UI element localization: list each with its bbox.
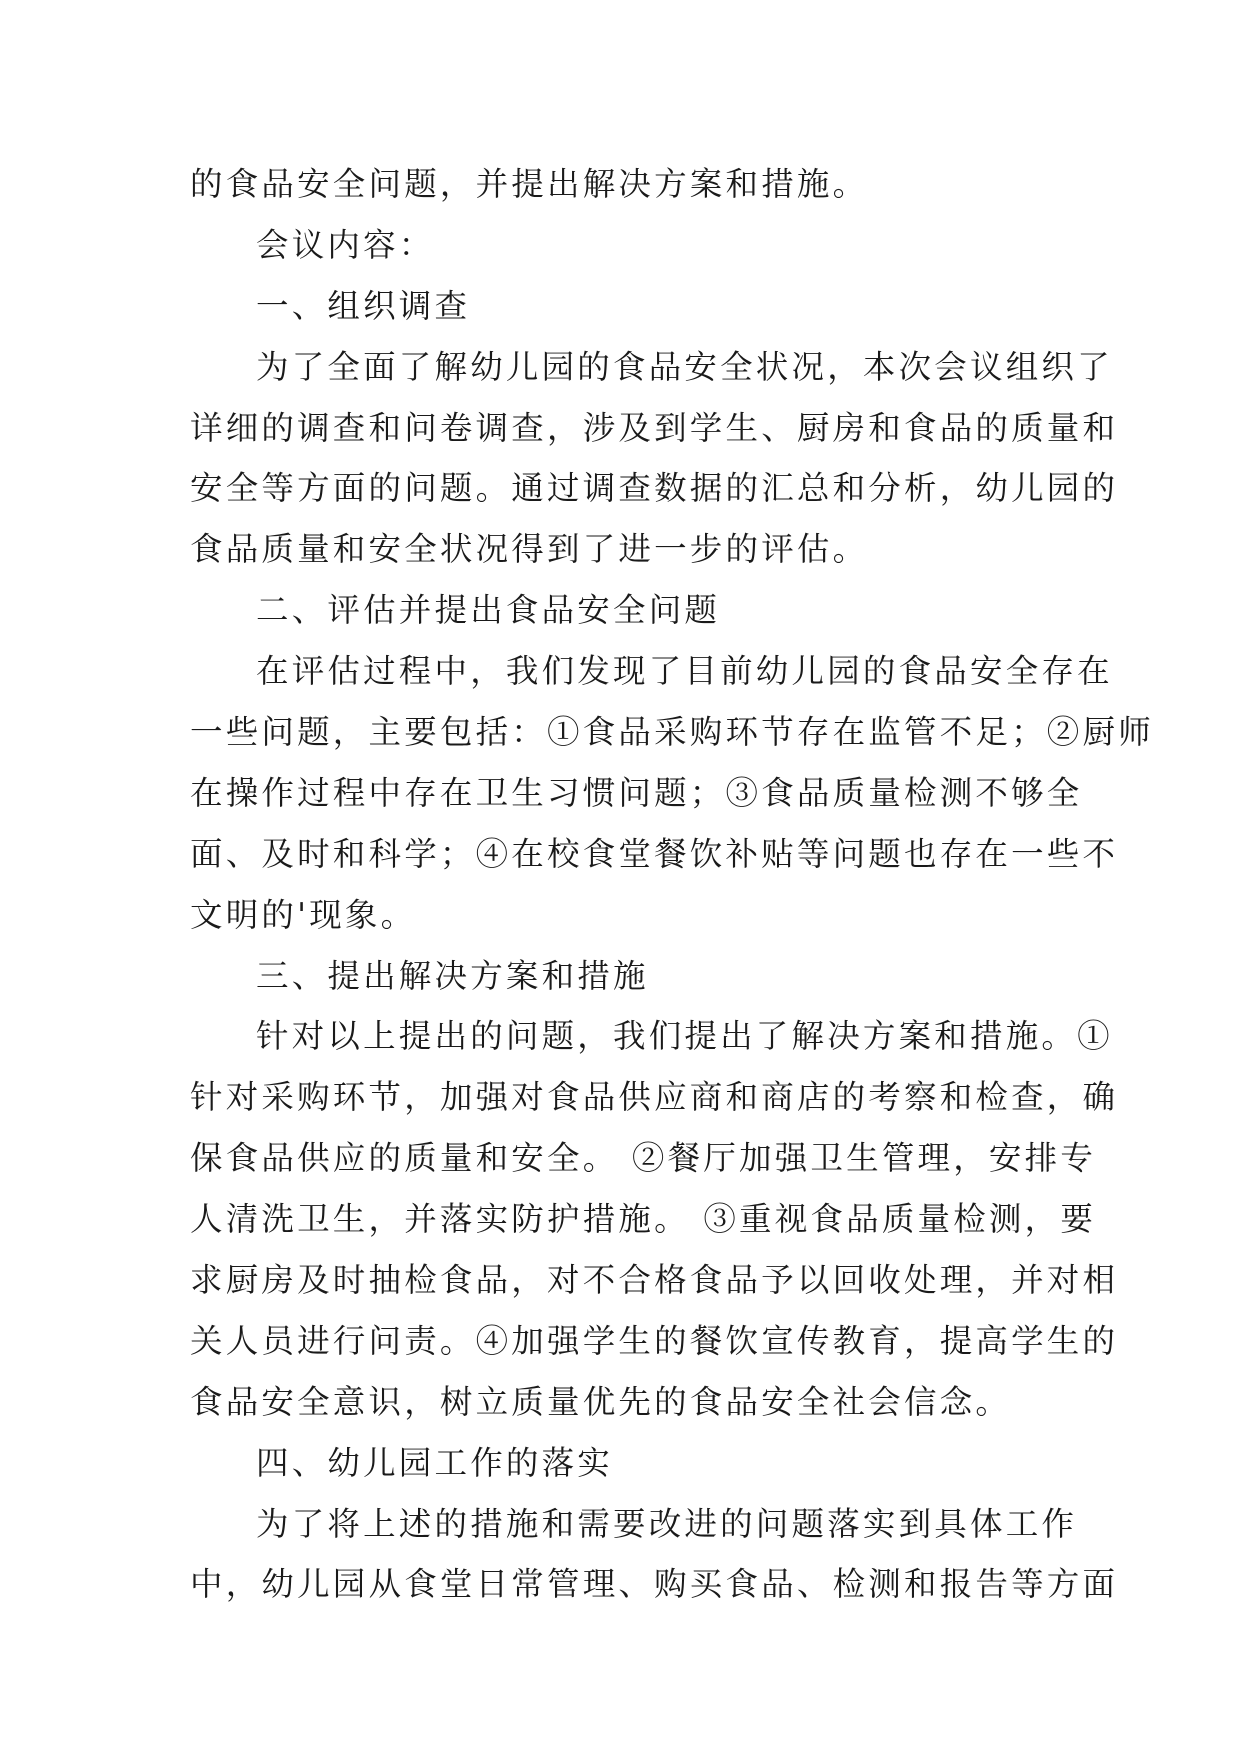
text-line: 食品安全意识，树立质量优先的食品安全社会信念。 — [190, 1382, 1012, 1421]
text-line: 针对采购环节，加强对食品供应商和商店的考察和检查，确 — [190, 1078, 1119, 1117]
text-line: 食品质量和安全状况得到了进一步的评估。 — [190, 530, 869, 569]
text-line: 为了全面了解幼儿园的食品安全状况，本次会议组织了 — [256, 347, 1113, 386]
text-line: 关人员进行问责。④加强学生的餐饮宣传教育，提高学生的 — [190, 1321, 1119, 1360]
document-body — [190, 154, 1154, 1615]
text-line: 保食品供应的质量和安全。 ②餐厅加强卫生管理，安排专 — [190, 1139, 1097, 1178]
text-line: 的食品安全问题，并提出解决方案和措施。 — [190, 165, 869, 203]
section-heading: 三、提出解决方案和措施 — [256, 956, 649, 995]
text-line: 求厨房及时抽检食品，对不合格食品予以回收处理，并对相 — [190, 1261, 1119, 1300]
text-line: 文明的'现象。 — [190, 895, 417, 934]
text-line: 安全等方面的问题。通过调查数据的汇总和分析，幼儿园的 — [190, 469, 1119, 508]
text-line: 详细的调查和问卷调查，涉及到学生、厨房和食品的质量和 — [190, 408, 1119, 447]
text-line: 中，幼儿园从食堂日常管理、购买食品、检测和报告等方面 — [190, 1565, 1119, 1604]
text-line: 人清洗卫生，并落实防护措施。 ③重视食品质量检测，要 — [190, 1200, 1097, 1239]
text-line: 一些问题，主要包括：①食品采购环节存在监管不足；②厨师 — [190, 713, 1154, 752]
section-heading: 四、幼儿园工作的落实 — [256, 1443, 614, 1482]
text-line: 在操作过程中存在卫生习惯问题；③食品质量检测不够全 — [190, 773, 1083, 812]
text-line: 在评估过程中，我们发现了目前幼儿园的食品安全存在 — [256, 652, 1113, 691]
section-label: 会议内容： — [256, 225, 435, 264]
section-heading: 二、评估并提出食品安全问题 — [256, 591, 721, 630]
section-heading: 一、组织调查 — [256, 286, 471, 325]
text-line: 面、及时和科学；④在校食堂餐饮补贴等问题也存在一些不 — [190, 834, 1119, 873]
text-line: 针对以上提出的问题，我们提出了解决方案和措施。① — [256, 1017, 1113, 1056]
text-line: 为了将上述的措施和需要改进的问题落实到具体工作 — [256, 1504, 1078, 1543]
